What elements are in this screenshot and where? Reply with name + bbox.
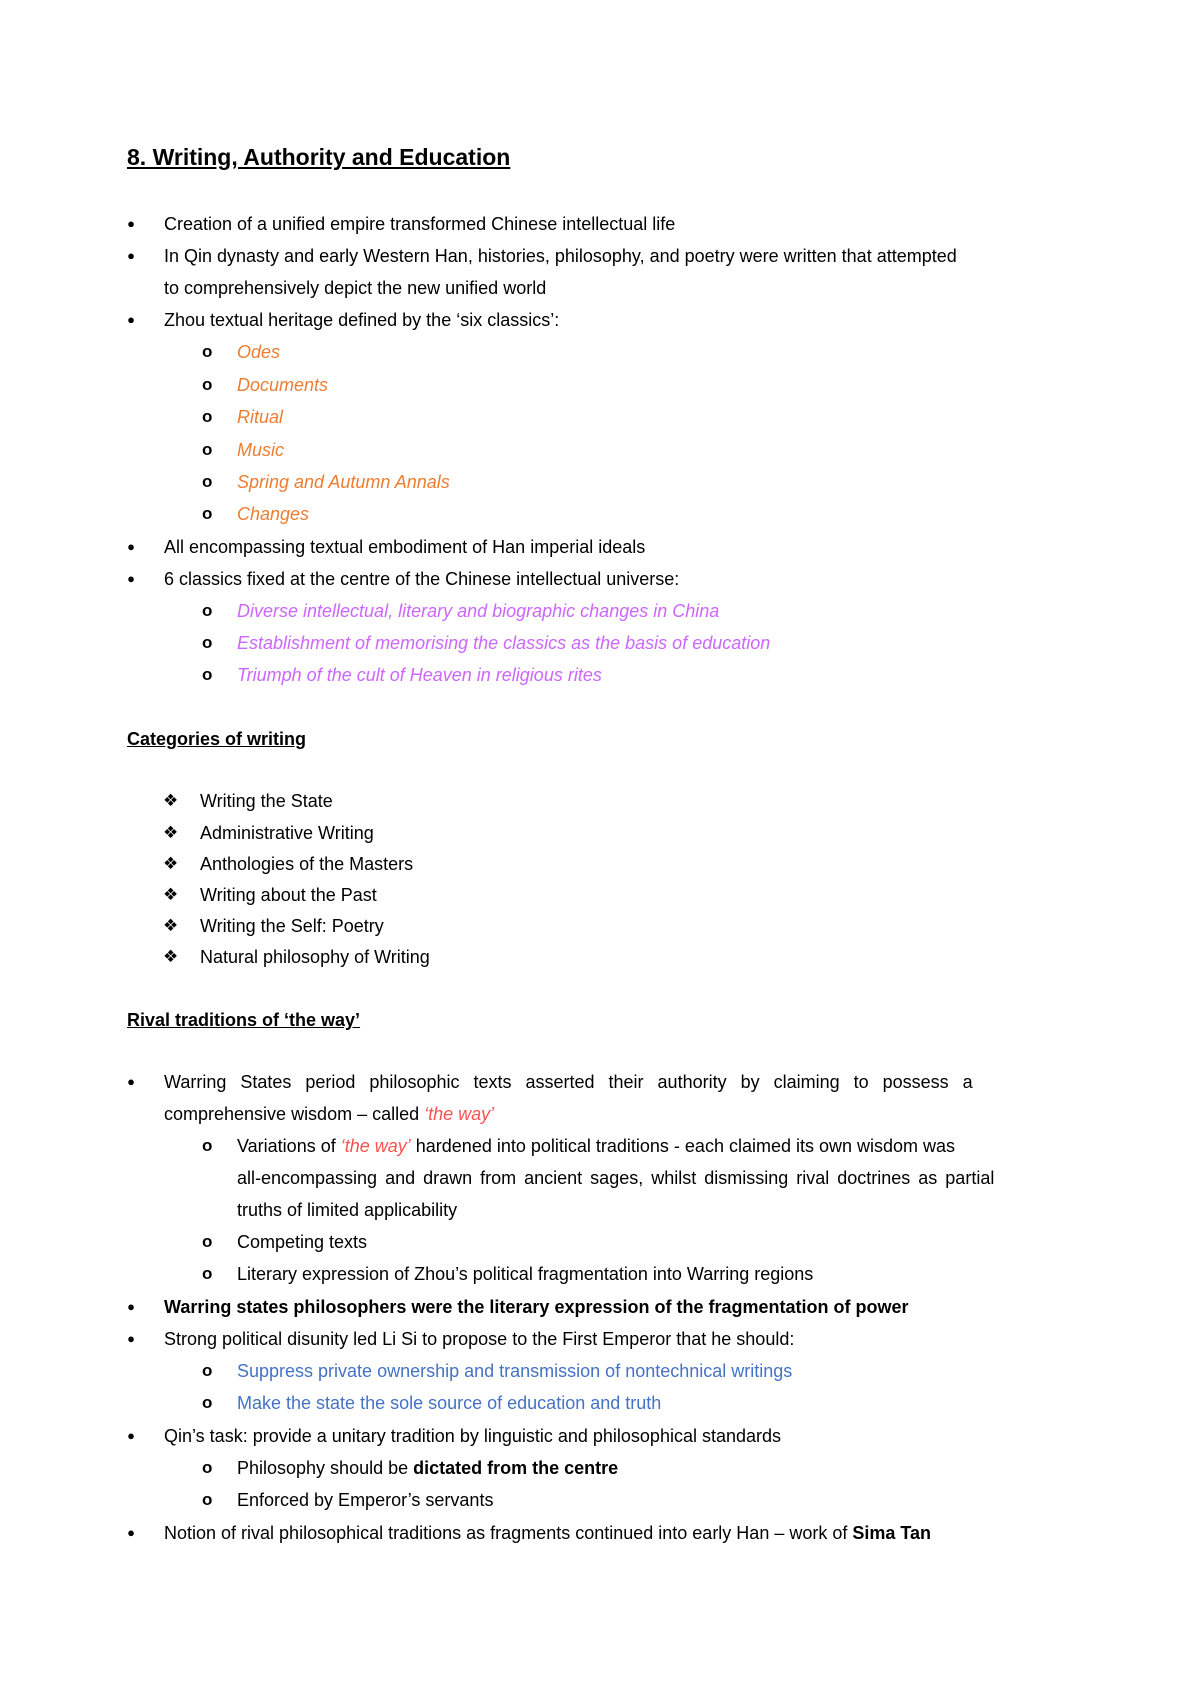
text-run: hardened into political traditions - each claimed its own wisdom was (410, 1136, 956, 1156)
effect-item: Establishment of memorising the classics as the basis of education (237, 633, 771, 653)
bullet-text: Zhou textual heritage defined by the ‘six classics’: (164, 310, 560, 330)
bullet-icon: ● (127, 1331, 135, 1346)
classic-item: Changes (237, 504, 310, 524)
sub-bullet-icon: o (202, 504, 213, 523)
sub-bullet-continuation: truths of limited applicability (237, 1200, 458, 1220)
text-run: Notion of rival philosophical traditions as fragments continued into early Han – work of (164, 1523, 853, 1543)
bullet-text: In Qin dynasty and early Western Han, histories, philosophy, and poetry were written that attempted (164, 246, 957, 266)
bullet-text: All encompassing textual embodiment of Han imperial ideals (164, 537, 646, 557)
classic-item: Spring and Autumn Annals (237, 472, 450, 492)
sub-bullet-icon: o (202, 1232, 213, 1251)
sub-bullet-icon: o (202, 1393, 213, 1412)
emphasis-text: dictated from the centre (413, 1458, 619, 1478)
bullet-icon: ● (127, 1525, 135, 1540)
text-run: Variations of (237, 1136, 341, 1156)
classic-item: Ritual (237, 407, 284, 427)
sub-bullet-icon: o (202, 1264, 213, 1283)
sub-bullet-icon: o (202, 407, 213, 426)
sub-bullet-text: Enforced by Emperor’s servants (237, 1490, 494, 1510)
sub-bullet-icon: o (202, 665, 213, 684)
section-heading: Rival traditions of ‘the way’ (127, 1010, 361, 1030)
diamond-bullet-icon: ❖ (163, 791, 179, 810)
effect-item: Diverse intellectual, literary and biographic changes in China (237, 601, 720, 621)
sub-bullet-icon: o (202, 375, 213, 394)
sub-bullet-text (237, 1452, 618, 1484)
proposal-item: Make the state the sole source of education and truth (237, 1393, 662, 1413)
term-the-way: ‘the way’ (424, 1104, 495, 1124)
term-the-way: ‘the way’ (340, 1136, 411, 1156)
sub-bullet-icon: o (202, 472, 213, 491)
bullet-text: Creation of a unified empire transformed Chinese intellectual life (164, 214, 676, 234)
bullet-text: Warring states philosophers were the literary expression of the fragmentation of power (164, 1297, 909, 1317)
sub-bullet-icon: o (202, 440, 213, 459)
sub-bullet-icon: o (202, 1458, 213, 1477)
classic-item: Music (237, 440, 285, 460)
bullet-icon: ● (127, 539, 135, 554)
sub-bullet-icon: o (202, 1361, 213, 1380)
bullet-icon: ● (127, 312, 135, 327)
emphasis-text: Sima Tan (852, 1523, 932, 1543)
sub-bullet-text: Competing texts (237, 1232, 368, 1252)
sub-bullet-continuation: all-encompassing and drawn from ancient sages, whilst dismissing rival doctrines as partial (237, 1168, 995, 1188)
bullet-text: Qin’s task: provide a unitary tradition by linguistic and philosophical standards (164, 1426, 782, 1446)
bullet-icon: ● (127, 1299, 135, 1314)
diamond-bullet-icon: ❖ (163, 885, 179, 904)
diamond-bullet-icon: ❖ (163, 947, 179, 966)
bullet-icon: ● (127, 248, 135, 263)
sub-bullet-text (237, 1130, 955, 1162)
bullet-text: Warring States period philosophic texts asserted their authority by claiming to possess a (164, 1072, 973, 1092)
text-run: Philosophy should be (237, 1458, 414, 1478)
bullet-icon: ● (127, 1428, 135, 1443)
category-item: Writing the State (200, 791, 333, 811)
category-item: Writing about the Past (200, 885, 377, 905)
bullet-icon: ● (127, 571, 135, 586)
bullet-text (164, 1517, 931, 1549)
sub-bullet-icon: o (202, 633, 213, 652)
bullet-text-justified (164, 1066, 1079, 1098)
text-run: comprehensive wisdom – called (164, 1104, 425, 1124)
bullet-icon: ● (127, 216, 135, 231)
section-heading: Categories of writing (127, 729, 307, 749)
bullet-icon: ● (127, 1074, 135, 1089)
diamond-bullet-icon: ❖ (163, 916, 179, 935)
sub-bullet-text: Literary expression of Zhou’s political fragmentation into Warring regions (237, 1264, 814, 1284)
diamond-bullet-icon: ❖ (163, 854, 179, 873)
sub-bullet-icon: o (202, 601, 213, 620)
proposal-item: Suppress private ownership and transmission of nontechnical writings (237, 1361, 793, 1381)
sub-bullet-icon: o (202, 1136, 213, 1155)
bullet-text: 6 classics fixed at the centre of the Chinese intellectual universe: (164, 569, 680, 589)
category-item: Writing the Self: Poetry (200, 916, 384, 936)
category-item: Administrative Writing (200, 823, 374, 843)
sub-bullet-icon: o (202, 1490, 213, 1509)
effect-item: Triumph of the cult of Heaven in religious rites (237, 665, 602, 685)
classic-item: Documents (237, 375, 329, 395)
category-item: Natural philosophy of Writing (200, 947, 430, 967)
page-title: 8. Writing, Authority and Education (127, 144, 511, 170)
category-item: Anthologies of the Masters (200, 854, 414, 874)
bullet-text: Strong political disunity led Li Si to propose to the First Emperor that he should: (164, 1329, 795, 1349)
diamond-bullet-icon: ❖ (163, 823, 179, 842)
bullet-text-continuation (164, 1098, 494, 1130)
classic-item: Odes (237, 342, 281, 362)
bullet-text-continuation: to comprehensively depict the new unified world (164, 278, 547, 298)
sub-bullet-icon: o (202, 342, 213, 361)
